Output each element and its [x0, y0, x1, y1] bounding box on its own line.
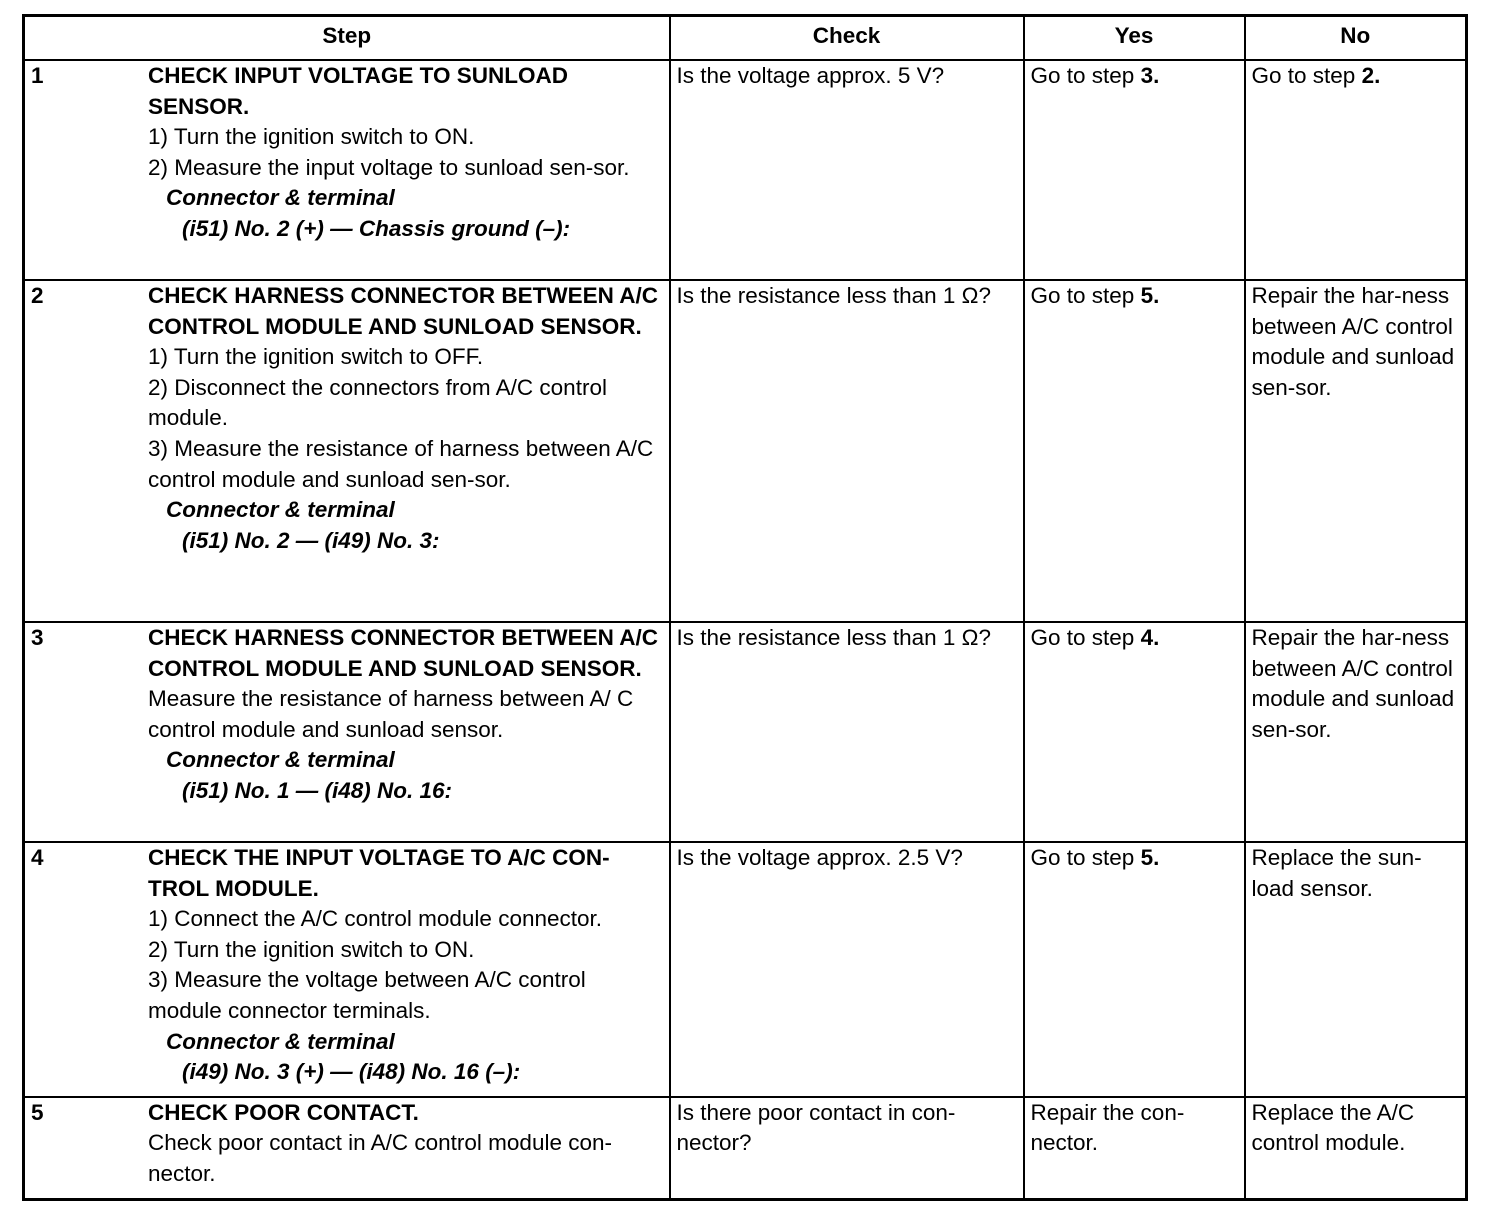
- yes-cell: [1024, 622, 1245, 842]
- step-instruction: 1) Turn the ignition switch to OFF.: [148, 344, 484, 370]
- step-number: 1: [31, 63, 44, 88]
- step-instruction: 2) Turn the ignition switch to ON.: [148, 936, 475, 962]
- step-title: CHECK THE INPUT VOLTAGE TO A/C CON-TROL MODULE.: [148, 845, 610, 901]
- header-check: Check: [670, 16, 1024, 61]
- step-title: CHECK HARNESS CONNECTOR BETWEEN A/C CONTROL MODULE AND SUNLOAD SENSOR.: [148, 625, 659, 681]
- header-step: Step: [24, 16, 670, 61]
- step-title: CHECK INPUT VOLTAGE TO SUNLOAD SENSOR.: [148, 63, 569, 119]
- connector-terminal-value: (i51) No. 2 — (i49) No. 3:: [182, 527, 440, 553]
- connector-terminal-label: Connector & terminal: [166, 1028, 395, 1054]
- step-instruction: Check poor contact in A/C control module con-nector.: [148, 1130, 612, 1186]
- yes-step-ref: 5.: [1140, 845, 1160, 870]
- no-cell: [1245, 60, 1467, 280]
- yes-text: Go to step: [1030, 625, 1141, 650]
- table-row: [24, 842, 1467, 1097]
- yes-text: Go to step: [1030, 63, 1141, 88]
- table-row: [24, 622, 1467, 842]
- connector-terminal-label: Connector & terminal: [166, 497, 395, 523]
- yes-step-ref: 3.: [1140, 63, 1160, 88]
- yes-text: Go to step: [1030, 283, 1141, 308]
- step-instruction: 3) Measure the voltage between A/C control module connector terminals.: [148, 967, 586, 1023]
- step-instruction: 2) Measure the input voltage to sunload sen-sor.: [148, 154, 630, 180]
- connector-terminal-value: (i51) No. 1 — (i48) No. 16:: [182, 777, 453, 803]
- step-instruction: 2) Disconnect the connectors from A/C control module.: [148, 374, 607, 431]
- header-row: [24, 16, 1467, 61]
- no-text: Go to step: [1251, 63, 1362, 88]
- diagnostic-table: [22, 14, 1468, 1201]
- step-instruction: 1) Connect the A/C control module connector.: [148, 906, 603, 932]
- step-cell: [24, 60, 670, 280]
- step-number: 4: [31, 845, 44, 870]
- yes-cell: [1024, 280, 1245, 622]
- check-cell: Is the voltage approx. 2.5 V?: [670, 842, 1024, 1097]
- table-row: [24, 280, 1467, 622]
- check-cell: Is the voltage approx. 5 V?: [670, 60, 1024, 280]
- step-title: CHECK HARNESS CONNECTOR BETWEEN A/C CONTROL MODULE AND SUNLOAD SENSOR.: [148, 283, 659, 339]
- no-cell: Replace the A/C control module.: [1245, 1097, 1467, 1199]
- table-row: [24, 60, 1467, 280]
- step-instruction: 1) Turn the ignition switch to ON.: [148, 124, 475, 150]
- connector-terminal-value: (i49) No. 3 (+) — (i48) No. 16 (–):: [182, 1059, 521, 1085]
- step-cell: [24, 622, 670, 842]
- connector-terminal-value: (i51) No. 2 (+) — Chassis ground (–):: [182, 215, 571, 241]
- yes-cell: [1024, 60, 1245, 280]
- step-instruction: Measure the resistance of harness between A/ C control module and sunload sensor.: [148, 686, 634, 742]
- header-no: No: [1245, 16, 1467, 61]
- step-number: 3: [31, 625, 44, 650]
- yes-step-ref: 5.: [1140, 283, 1160, 308]
- check-cell: Is there poor contact in con-nector?: [670, 1097, 1024, 1199]
- yes-cell: [1024, 842, 1245, 1097]
- table-row: [24, 1097, 1467, 1199]
- step-cell: [24, 1097, 670, 1199]
- step-number: 5: [31, 1099, 44, 1125]
- connector-terminal-label: Connector & terminal: [166, 747, 395, 773]
- no-cell: Repair the har-ness between A/C control module and sunload sen-sor.: [1245, 622, 1467, 842]
- no-cell: Repair the har-ness between A/C control module and sunload sen-sor.: [1245, 280, 1467, 622]
- step-title: CHECK POOR CONTACT.: [148, 1099, 419, 1125]
- yes-cell: Repair the con-nector.: [1024, 1097, 1245, 1199]
- yes-step-ref: 4.: [1140, 625, 1160, 650]
- no-step-ref: 2.: [1361, 63, 1381, 88]
- header-yes: Yes: [1024, 16, 1245, 61]
- check-cell: Is the resistance less than 1 Ω?: [670, 622, 1024, 842]
- check-cell: Is the resistance less than 1 Ω?: [670, 280, 1024, 622]
- connector-terminal-label: Connector & terminal: [166, 185, 395, 211]
- step-cell: [24, 280, 670, 622]
- step-number: 2: [31, 283, 44, 308]
- step-instruction: 3) Measure the resistance of harness between A/C control module and sunload sen-sor.: [148, 435, 654, 492]
- no-cell: Replace the sun-load sensor.: [1245, 842, 1467, 1097]
- step-cell: [24, 842, 670, 1097]
- yes-text: Go to step: [1030, 845, 1141, 870]
